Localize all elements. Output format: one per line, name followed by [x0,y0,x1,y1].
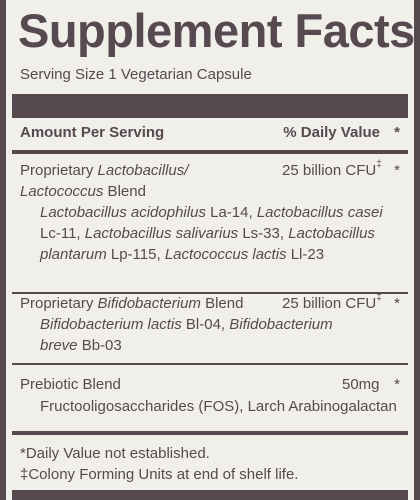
ingredient-bifidobacterium-blend [20,293,400,314]
ingredient-line: plantarum Lp-115, Lactococcus lactis Ll-23 [40,246,325,263]
blend-daily-value: * [394,162,400,179]
thick-divider [12,94,408,118]
panel-title: Supplement Facts [18,4,415,57]
blend-daily-value: * [394,376,400,393]
ingredient-line: Lc-11, Lactobacillus salivarius Ls-33, Lactobacillus [40,225,375,242]
daily-value-header: % Daily Value [283,124,380,141]
serving-size: Serving Size 1 Vegetarian Capsule [20,66,252,83]
blend-ingredients: Fructooligosaccharides (FOS), Larch Arabinogalactan [40,398,397,415]
bottom-border [12,490,408,500]
amount-per-serving-header: Amount Per Serving [20,124,165,141]
blend-name: Prebiotic Blend [20,376,121,393]
blend-name-line2: Lactococcus Blend [20,183,146,200]
ingredient-line: Bifidobacterium lactis Bl-04, Bifidobacterium [40,316,333,333]
blend-name: Proprietary Lactobacillus/ [20,162,189,179]
column-header-row [20,124,400,144]
ingredient-line: Lactobacillus acidophilus La-14, Lactobacillus casei [40,204,383,221]
blend-amount: 50mg [342,376,380,393]
blend-ingredients [40,202,400,265]
ingredient-prebiotic-blend [20,374,400,395]
ingredient-lactobacillus-blend [20,160,400,202]
ingredient-line: breve Bb-03 [40,337,122,354]
blend-daily-value: * [394,295,400,312]
blend-ingredients [40,314,400,356]
footnote-daily-value: *Daily Value not established. [20,445,210,462]
footnote-cfu: ‡Colony Forming Units at end of shelf life. [20,466,299,483]
item-divider [12,363,408,365]
header-divider [12,150,408,154]
blend-amount: 25 billion CFU‡ [282,159,382,179]
blend-name: Proprietary Bifidobacterium Blend [20,295,244,312]
blend-amount: 25 billion CFU‡ [282,292,382,312]
footer-divider [12,431,408,435]
daily-value-header-mark: * [394,124,400,141]
